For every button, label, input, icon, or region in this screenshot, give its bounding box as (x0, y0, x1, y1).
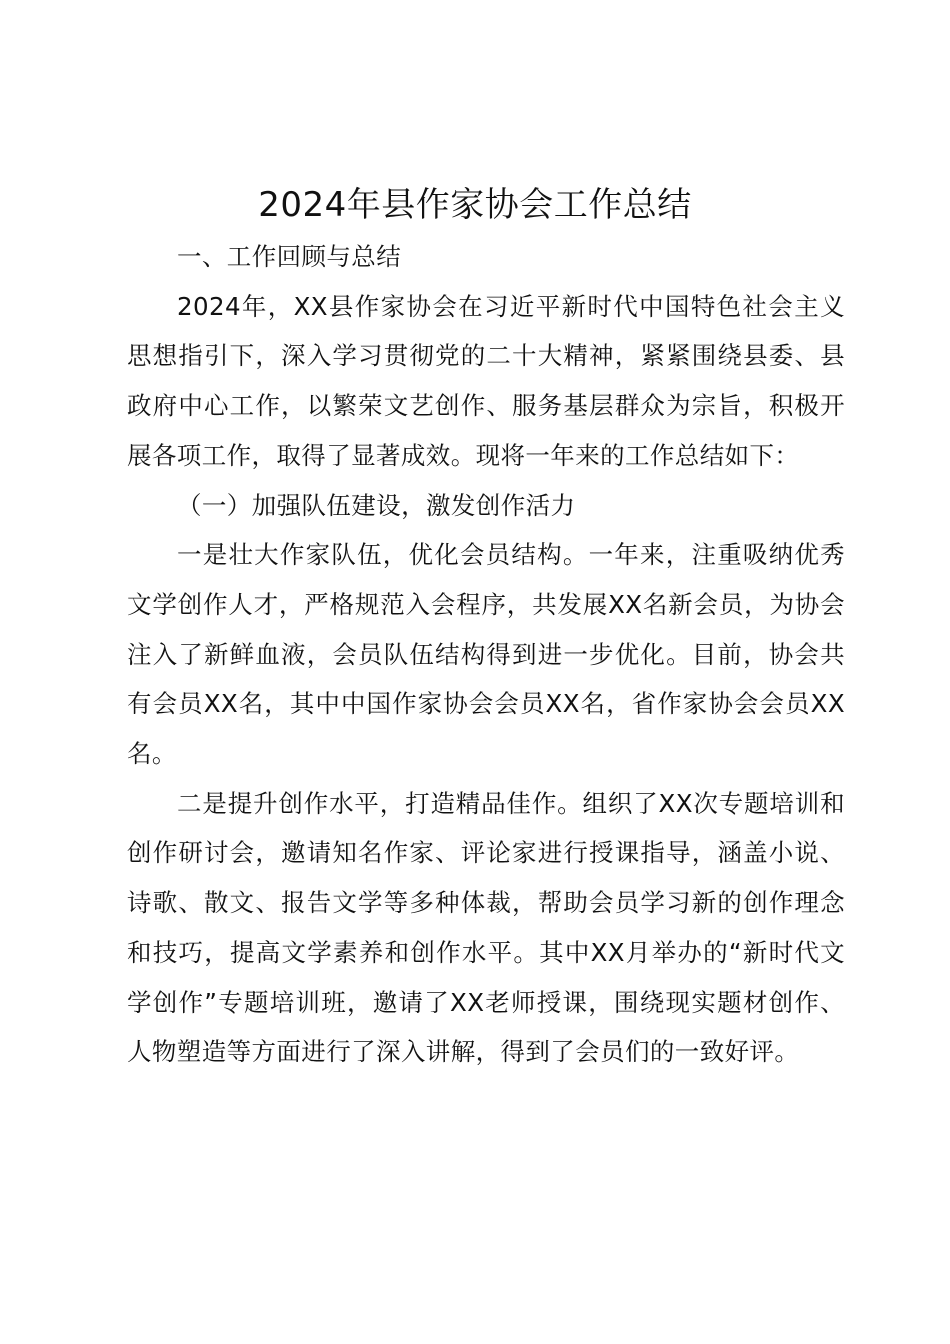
document-title: 2024年县作家协会工作总结 (258, 185, 692, 225)
paragraph-intro: 2024年，XX县作家协会在习近平新时代中国特色社会主义思想指引下，深入学习贯彻党的二十大精神，紧紧围绕县委、县政府中心工作，以繁荣文艺创作、服务基层群众为宗旨，积极开展各项工作，取得了显著成效。现将一年来的工作总结如下： (127, 291, 845, 470)
section-heading-review: 一、工作回顾与总结 (177, 242, 402, 271)
paragraph-improve-creation: 二是提升创作水平，打造精品佳作。组织了XX次专题培训和创作研讨会，邀请知名作家、评论家进行授课指导，涵盖小说、诗歌、散文、报告文学等多种体裁，帮助会员学习新的创作理念和技巧，提高文学素养和创作水平。其中XX月举办的“新时代文学创作”专题培训班，邀请了XX老师授课，围绕现实题材创作、人物塑造等方面进行了深入讲解，得到了会员们的一致好评。 (127, 788, 845, 1067)
document-body (127, 232, 845, 1077)
subsection-heading-team-building: （一）加强队伍建设，激发创作活力 (177, 490, 576, 520)
paragraph-expand-team: 一是壮大作家队伍，优化会员结构。一年来，注重吸纳优秀文学创作人才，严格规范入会程序，共发展XX名新会员，为协会注入了新鲜血液，会员队伍结构得到进一步优化。目前，协会共有会员XX名，其中中国作家协会会员XX名，省作家协会会员XX名。 (127, 540, 845, 769)
